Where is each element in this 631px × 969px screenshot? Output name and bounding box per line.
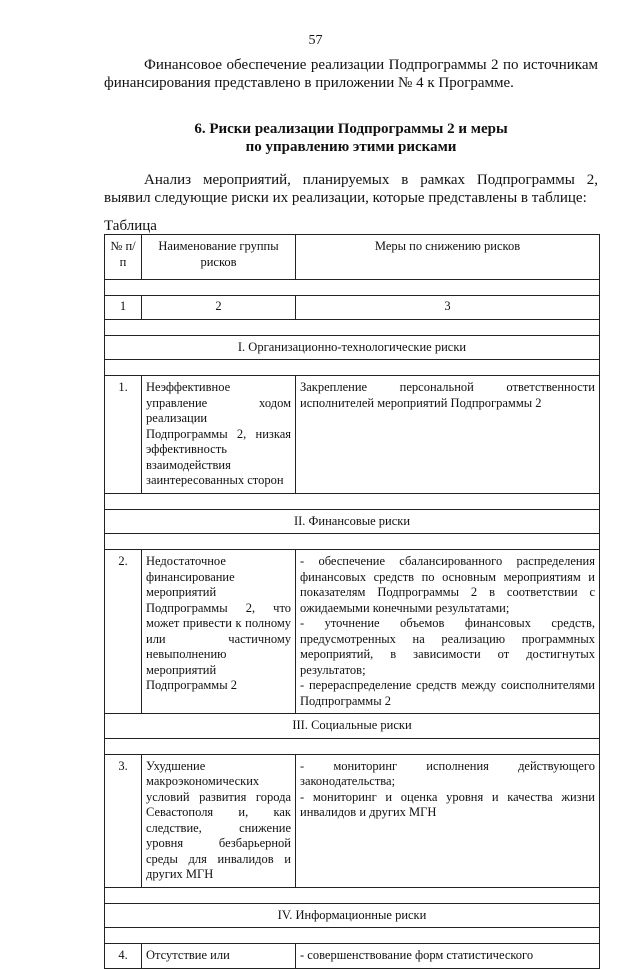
measure-item: - совершенствование форм статистического bbox=[300, 948, 534, 962]
risks-table bbox=[104, 234, 600, 969]
header-measures: Меры по снижению рисков bbox=[296, 235, 600, 280]
risk-group: Отсутствие или bbox=[142, 944, 296, 969]
section-title: II. Финансовые риски bbox=[105, 509, 600, 534]
measure-item: - мониторинг и оценка уровня и качества жизни инвалидов и других МГН bbox=[300, 789, 595, 819]
risk-measures bbox=[296, 550, 600, 714]
section-heading bbox=[104, 120, 598, 156]
section-heading-line2: по управлению этими рисками bbox=[245, 139, 457, 155]
column-numbers-row bbox=[105, 296, 600, 320]
section-title: III. Социальные риски bbox=[105, 714, 600, 739]
risk-group: Неэффективное управление ходом реализации Подпрограммы 2, низкая эффективность взаимодействия заинтересованных сторон bbox=[142, 376, 296, 494]
table-row bbox=[105, 550, 600, 714]
section-row bbox=[105, 903, 600, 928]
intro-paragraph: Финансовое обеспечение реализации Подпрограммы 2 по источникам финансирования представлено в приложении № 4 к Программе. bbox=[104, 57, 598, 91]
risk-group: Недостаточное финансирование мероприятий Подпрограммы 2, что может привести к полному или частичному невыполнению мероприятий Подпрограммы 2 bbox=[142, 550, 296, 714]
table-row bbox=[105, 754, 600, 887]
page-number: 57 bbox=[308, 33, 323, 48]
column-number: 2 bbox=[142, 296, 296, 320]
row-number: 1. bbox=[105, 376, 142, 494]
table-row bbox=[105, 944, 600, 969]
section-row bbox=[105, 714, 600, 739]
row-number: 4. bbox=[105, 944, 142, 969]
section-row bbox=[105, 335, 600, 360]
section-heading-line1: 6. Риски реализации Подпрограммы 2 и меры bbox=[194, 121, 508, 137]
row-number: 2. bbox=[105, 550, 142, 714]
risk-group: Ухудшение макроэкономических условий развития города Севастополя и, как следствие, снижение уровня безбарьерной среды для инвалидов и других МГН bbox=[142, 754, 296, 887]
measure-item: - мониторинг исполнения действующего законодательства; bbox=[300, 758, 595, 788]
measure-item: - перераспределение средств между соисполнителями Подпрограммы 2 bbox=[300, 678, 595, 708]
table-caption: Таблица bbox=[104, 218, 157, 234]
risk-measures bbox=[296, 376, 600, 494]
measure-item: Закрепление персональной ответственности исполнителей мероприятий Подпрограммы 2 bbox=[300, 380, 595, 410]
column-number: 1 bbox=[105, 296, 142, 320]
analysis-paragraph: Анализ мероприятий, планируемых в рамках Подпрограммы 2, выявил следующие риски их реализации, которые представлены в таблице: bbox=[104, 172, 598, 206]
header-group: Наименование группы рисков bbox=[142, 235, 296, 280]
column-number: 3 bbox=[296, 296, 600, 320]
table-header-row bbox=[105, 235, 600, 280]
table-row bbox=[105, 376, 600, 494]
row-number: 3. bbox=[105, 754, 142, 887]
measure-item: - уточнение объемов финансовых средств, предусмотренных на реализацию программных мероприятий, в зависимости от достигнутых результатов; bbox=[300, 616, 595, 677]
section-title: IV. Информационные риски bbox=[105, 903, 600, 928]
measure-item: - обеспечение сбалансированного распределения финансовых средств по основным мероприятиям и показателям Подпрограммы 2 в соответствии с ожидаемыми конечными результатами; bbox=[300, 554, 595, 615]
section-title: I. Организационно-технологические риски bbox=[105, 335, 600, 360]
risk-measures bbox=[296, 944, 600, 969]
section-row bbox=[105, 509, 600, 534]
header-num: № п/п bbox=[105, 235, 142, 280]
risk-measures bbox=[296, 754, 600, 887]
